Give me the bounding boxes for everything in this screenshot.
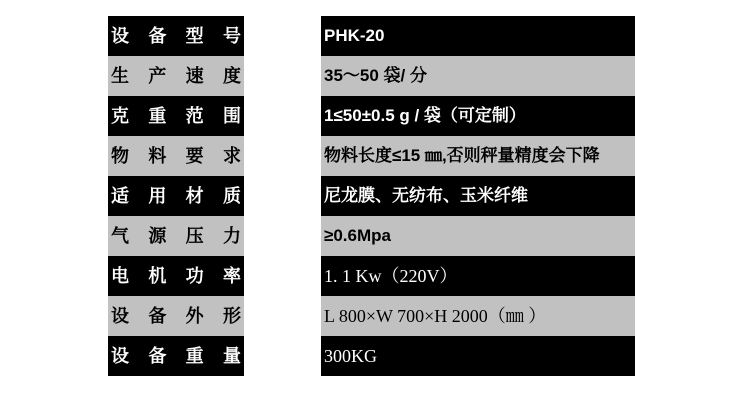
- spec-label-cell: [108, 56, 244, 96]
- spec-label-text: 电 机 功 率: [111, 266, 241, 286]
- spec-label-cell: [108, 256, 244, 296]
- spec-value-cell: PHK-20: [321, 16, 635, 56]
- spec-label-cell: [108, 296, 244, 336]
- column-gap: [244, 256, 321, 296]
- spec-value-cell: 1. 1 Kw（220V）: [321, 256, 635, 296]
- spec-label-text: 气 源 压 力: [111, 226, 241, 246]
- column-gap: [244, 336, 321, 376]
- spec-row: [108, 216, 635, 256]
- spec-label-cell: [108, 16, 244, 56]
- spec-row: [108, 296, 635, 336]
- column-gap: [244, 16, 321, 56]
- spec-value-cell: L 800×W 700×H 2000（㎜ ）: [321, 296, 635, 336]
- spec-label-text: 设 备 型 号: [111, 26, 241, 46]
- spec-label-text: 设 备 重 量: [111, 346, 241, 366]
- spec-row: [108, 96, 635, 136]
- spec-value-cell: 35～50 袋/ 分: [321, 56, 635, 96]
- spec-value-cell: 尼龙膜、无纺布、玉米纤维: [321, 176, 635, 216]
- spec-row: [108, 56, 635, 96]
- spec-label-text: 生 产 速 度: [111, 66, 241, 86]
- spec-label-cell: [108, 216, 244, 256]
- column-gap: [244, 56, 321, 96]
- column-gap: [244, 96, 321, 136]
- spec-value-cell: 300KG: [321, 336, 635, 376]
- column-gap: [244, 216, 321, 256]
- spec-label-cell: [108, 336, 244, 376]
- spec-label-text: 适 用 材 质: [111, 186, 241, 206]
- column-gap: [244, 176, 321, 216]
- spec-label-text: 物 料 要 求: [111, 146, 241, 166]
- spec-row: [108, 176, 635, 216]
- spec-value-cell: ≥0.6Mpa: [321, 216, 635, 256]
- spec-label-text: 设 备 外 形: [111, 306, 241, 326]
- spec-row: [108, 136, 635, 176]
- spec-label-cell: [108, 176, 244, 216]
- spec-label-cell: [108, 136, 244, 176]
- spec-row: [108, 336, 635, 376]
- machine-specification-table: [108, 16, 635, 376]
- spec-value-cell: 1≤50±0.5 g / 袋（可定制）: [321, 96, 635, 136]
- column-gap: [244, 136, 321, 176]
- spec-row: [108, 256, 635, 296]
- column-gap: [244, 296, 321, 336]
- spec-value-cell: 物料长度≤15 ㎜,否则秤量精度会下降: [321, 136, 635, 176]
- spec-label-cell: [108, 96, 244, 136]
- spec-row: [108, 16, 635, 56]
- spec-label-text: 克 重 范 围: [111, 106, 241, 126]
